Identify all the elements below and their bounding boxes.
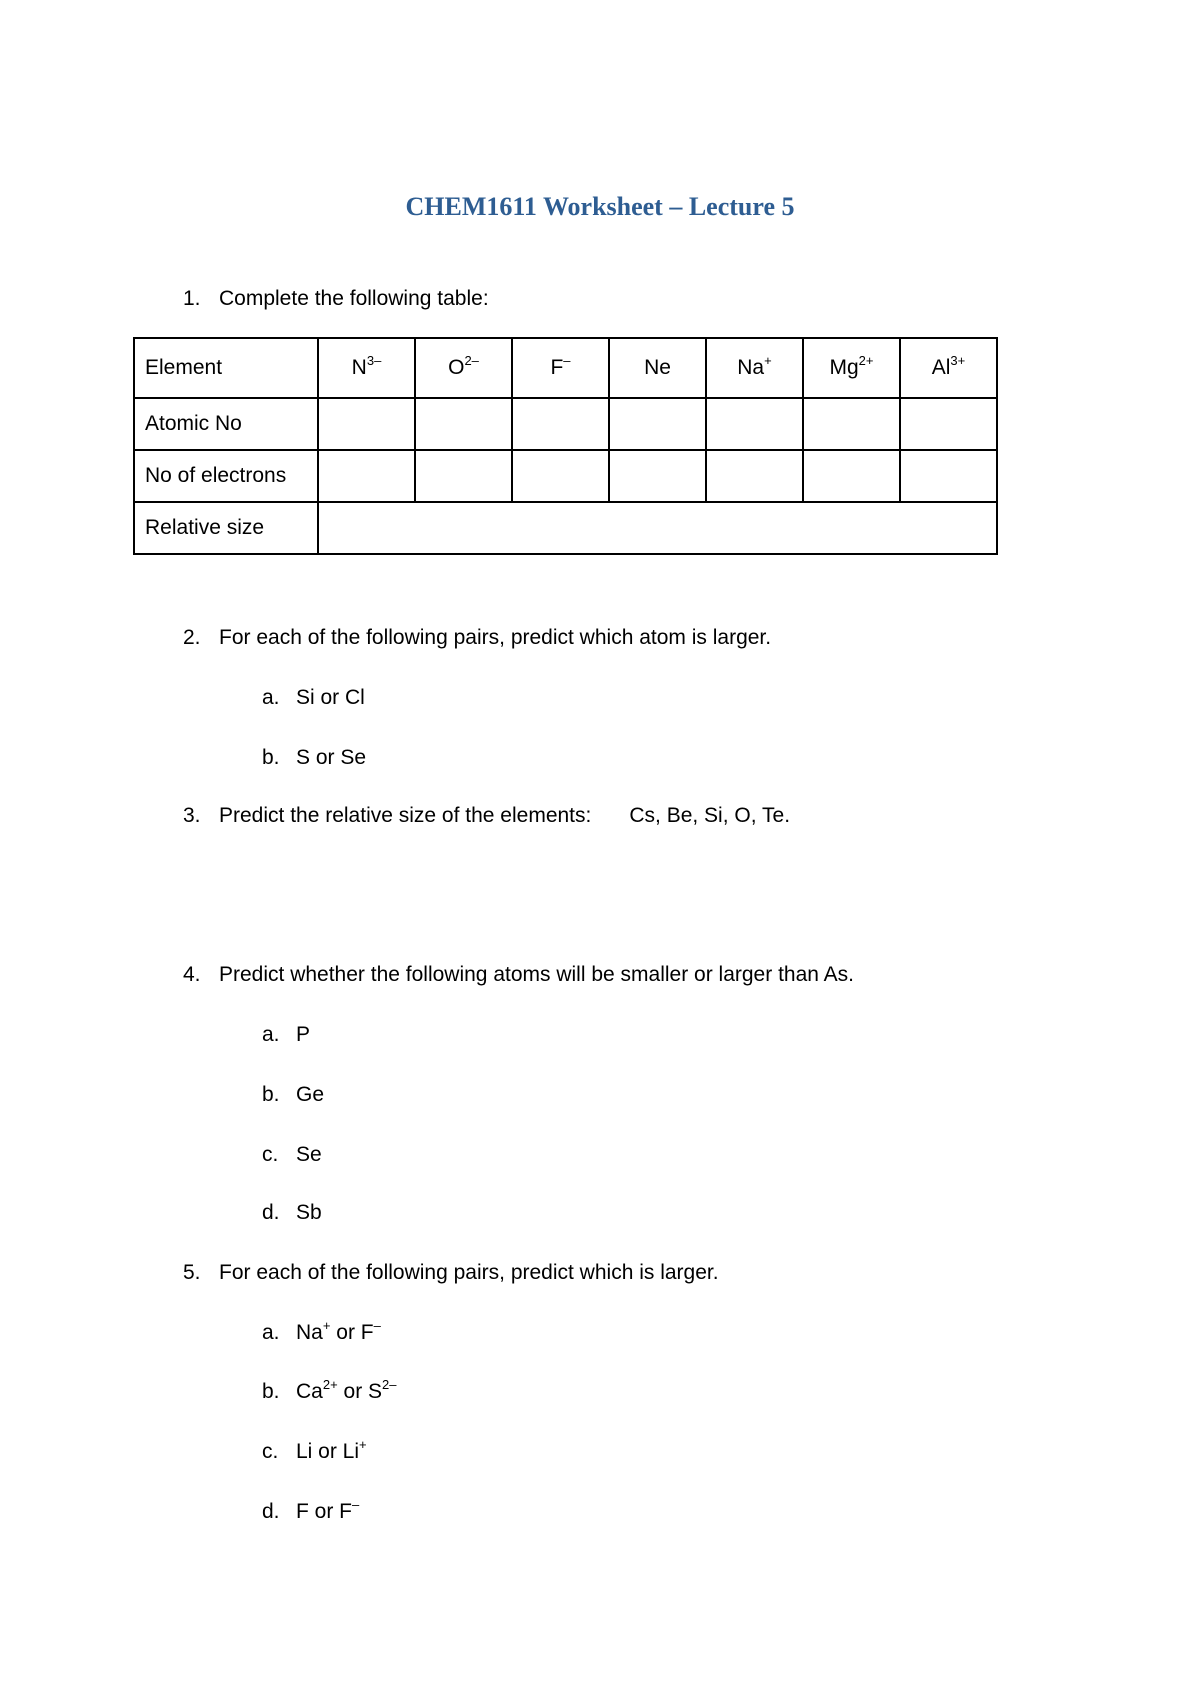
- answer-cell[interactable]: [803, 398, 900, 450]
- row-label-element: Element: [134, 338, 318, 398]
- table-row-electrons: [134, 450, 997, 502]
- element-list: Cs, Be, Si, O, Te.: [629, 804, 791, 827]
- answer-cell[interactable]: [318, 450, 415, 502]
- row-label-relative-size: Relative size: [134, 502, 318, 554]
- ion-ne: Ne: [609, 338, 706, 398]
- question-number: 3.: [183, 804, 201, 827]
- answer-cell[interactable]: [512, 450, 609, 502]
- answer-cell[interactable]: [609, 450, 706, 502]
- row-label-electrons: No of electrons: [134, 450, 318, 502]
- question-text: For each of the following pairs, predict which atom is larger.: [219, 626, 772, 649]
- question-number: 2.: [183, 626, 201, 649]
- question-number: 5.: [183, 1261, 201, 1284]
- question-text: Predict the relative size of the elements: Cs, Be, Si, O, Te.: [219, 804, 791, 827]
- table-row-element: [134, 338, 997, 398]
- page-title: CHEM1611 Worksheet – Lecture 5: [405, 192, 795, 221]
- answer-cell-relative-size[interactable]: [318, 502, 997, 554]
- answer-cell[interactable]: [900, 450, 997, 502]
- ion-n: $N^{3-}$: [318, 338, 415, 398]
- question-text: Complete the following table:: [219, 287, 489, 310]
- answer-cell[interactable]: [706, 450, 803, 502]
- question-number: 1.: [183, 287, 201, 310]
- ion-o: $O^{2-}$: [415, 338, 512, 398]
- ion-mg: $Mg^{2+}$: [803, 338, 900, 398]
- ion-f: F–: [512, 338, 609, 398]
- question-number: 4.: [183, 963, 201, 986]
- answer-cell[interactable]: [803, 450, 900, 502]
- answer-cell[interactable]: [900, 398, 997, 450]
- answer-cell[interactable]: [318, 398, 415, 450]
- answer-cell[interactable]: [512, 398, 609, 450]
- ion-na: Na+: [706, 338, 803, 398]
- question-text: For each of the following pairs, predict which is larger.: [219, 1261, 719, 1284]
- table-row-relative-size: [134, 502, 997, 554]
- row-label-atomic-no: Atomic No: [134, 398, 318, 450]
- answer-cell[interactable]: [609, 398, 706, 450]
- table-row-atomic-no: [134, 398, 997, 450]
- ion-al: $Al^{3+}$: [900, 338, 997, 398]
- answer-cell[interactable]: [415, 450, 512, 502]
- element-table: [133, 337, 998, 555]
- question-text: Predict whether the following atoms will be smaller or larger than As.: [219, 963, 854, 986]
- answer-cell[interactable]: [706, 398, 803, 450]
- answer-cell[interactable]: [415, 398, 512, 450]
